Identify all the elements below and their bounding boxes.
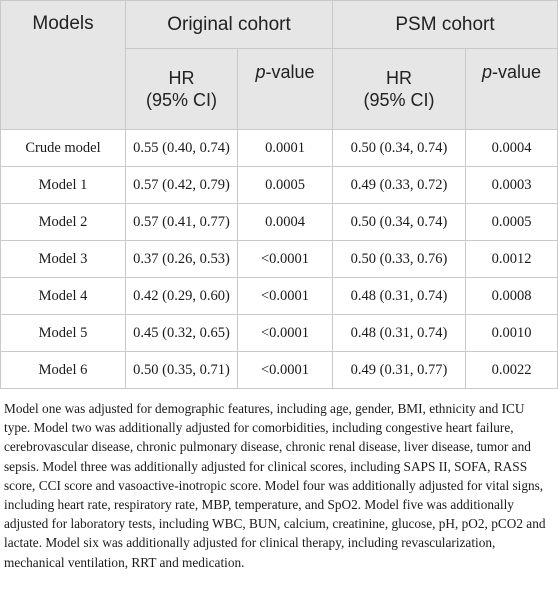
header-original-cohort: Original cohort [126, 1, 333, 49]
cell-model: Model 5 [1, 315, 126, 352]
cell-orig-p: <0.0001 [238, 278, 333, 315]
cell-model: Crude model [1, 130, 126, 167]
cell-orig-p: 0.0001 [238, 130, 333, 167]
p-italic: p [255, 62, 266, 82]
table-row [1, 241, 558, 278]
p-suffix: -value [265, 62, 315, 82]
table-row [1, 315, 558, 352]
ci-label: (95% CI) [145, 90, 217, 110]
table-row [1, 130, 558, 167]
cell-orig-p: 0.0005 [238, 167, 333, 204]
cell-psm-hr: 0.49 (0.33, 0.72) [333, 167, 466, 204]
cell-model: Model 4 [1, 278, 126, 315]
cell-psm-p: 0.0010 [466, 315, 558, 352]
table-row [1, 167, 558, 204]
table-row [1, 204, 558, 241]
table-row [1, 352, 558, 389]
cell-psm-hr: 0.48 (0.31, 0.74) [333, 278, 466, 315]
table-body [1, 130, 558, 389]
cell-model: Model 3 [1, 241, 126, 278]
cell-psm-hr: 0.50 (0.33, 0.76) [333, 241, 466, 278]
cell-orig-p: 0.0004 [238, 204, 333, 241]
cell-orig-p: <0.0001 [238, 241, 333, 278]
ci-label: (95% CI) [363, 90, 435, 110]
cell-orig-hr: 0.45 (0.32, 0.65) [126, 315, 238, 352]
cell-orig-hr: 0.50 (0.35, 0.71) [126, 352, 238, 389]
table-footnote: Model one was adjusted for demographic features, including age, gender, BMI, ethnicity and ICU type. Model two was additionally adjusted for comorbidities, including congestive heart failure, cerebrovascular disease, chronic pulmonary disease, chronic renal disease, liver disease, tumor and sepsis. Model three was additionally adjusted for clinical scores, including SAPS II, SOFA, RASS score, CCI score and vasoactive-inotropic score. Model four was additionally adjusted for vital signs, including heart rate, respiratory rate, MBP, temperature, and SpO2. Model five was additionally adjusted for laboratory tests, including WBC, BUN, calcium, creatinine, glucose, pH, pO2, pCO2 and lactate. Model six was additionally adjusted for clinical therapy, including revascularization, mechanical ventilation, RRT and medication. [4, 401, 546, 570]
cell-psm-p: 0.0003 [466, 167, 558, 204]
cell-psm-p: 0.0022 [466, 352, 558, 389]
cell-psm-hr: 0.50 (0.34, 0.74) [333, 130, 466, 167]
cell-psm-p: 0.0008 [466, 278, 558, 315]
cell-psm-p: 0.0012 [466, 241, 558, 278]
cell-model: Model 6 [1, 352, 126, 389]
header-orig-hr [126, 49, 238, 130]
p-suffix: -value [492, 62, 542, 82]
header-orig-p [238, 49, 333, 130]
cell-psm-p: 0.0004 [466, 130, 558, 167]
header-psm-hr [333, 49, 466, 130]
table-row [1, 278, 558, 315]
cell-orig-hr: 0.42 (0.29, 0.60) [126, 278, 238, 315]
cell-model: Model 1 [1, 167, 126, 204]
cell-orig-p: <0.0001 [238, 352, 333, 389]
table-header [1, 1, 558, 130]
cell-orig-p: <0.0001 [238, 315, 333, 352]
cell-psm-p: 0.0005 [466, 204, 558, 241]
cell-orig-hr: 0.57 (0.42, 0.79) [126, 167, 238, 204]
cell-orig-hr: 0.55 (0.40, 0.74) [126, 130, 238, 167]
cell-orig-hr: 0.37 (0.26, 0.53) [126, 241, 238, 278]
cell-orig-hr: 0.57 (0.41, 0.77) [126, 204, 238, 241]
header-psm-p [466, 49, 558, 130]
cell-psm-hr: 0.50 (0.34, 0.74) [333, 204, 466, 241]
hr-label: HR [168, 68, 195, 88]
hr-label: HR [386, 68, 412, 88]
cell-psm-hr: 0.48 (0.31, 0.74) [333, 315, 466, 352]
cell-psm-hr: 0.49 (0.31, 0.77) [333, 352, 466, 389]
p-italic: p [481, 62, 492, 82]
cell-model: Model 2 [1, 204, 126, 241]
header-psm-cohort: PSM cohort [333, 1, 558, 49]
header-models: Models [1, 1, 126, 130]
